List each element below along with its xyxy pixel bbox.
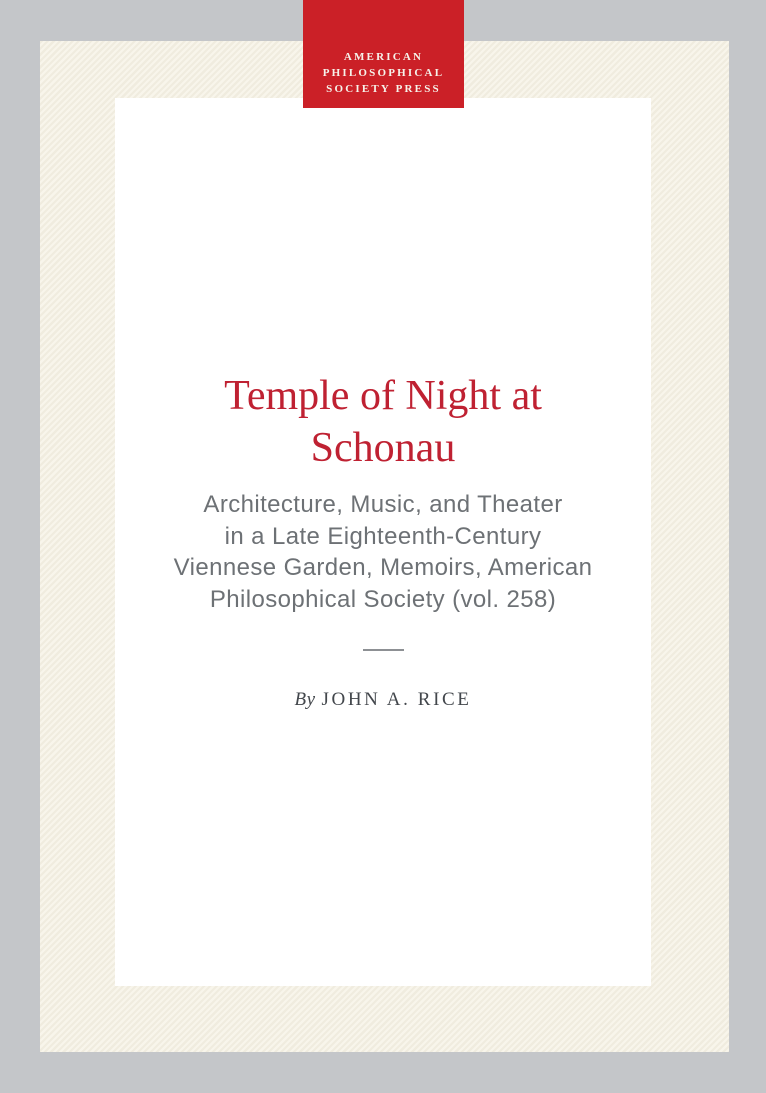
book-subtitle-line-1: Architecture, Music, and Theater: [203, 491, 563, 518]
publisher-banner: [303, 0, 464, 108]
book-title-line-2: Schonau: [310, 425, 456, 471]
book-subtitle-line-4: Philosophical Society (vol. 258): [209, 585, 557, 613]
book-subtitle: [115, 489, 651, 615]
publisher-banner-line-2: PHILOSOPHICAL: [322, 67, 445, 79]
cover-content-panel: [115, 98, 651, 986]
book-title: [115, 370, 651, 474]
book-subtitle-line-2: in a Late Eighteenth-Century: [224, 522, 542, 550]
author-name: JOHN A. RICE: [321, 689, 472, 710]
publisher-banner-line-1: AMERICAN: [343, 51, 424, 63]
byline: [115, 688, 651, 712]
divider-rule: [363, 649, 404, 651]
book-title-line-1: Temple of Night at: [224, 373, 542, 419]
book-subtitle-line-3: Viennese Garden, Memoirs, American: [173, 554, 593, 581]
publisher-banner-line-3: SOCIETY PRESS: [326, 83, 441, 95]
byline-prefix: By: [294, 689, 316, 710]
